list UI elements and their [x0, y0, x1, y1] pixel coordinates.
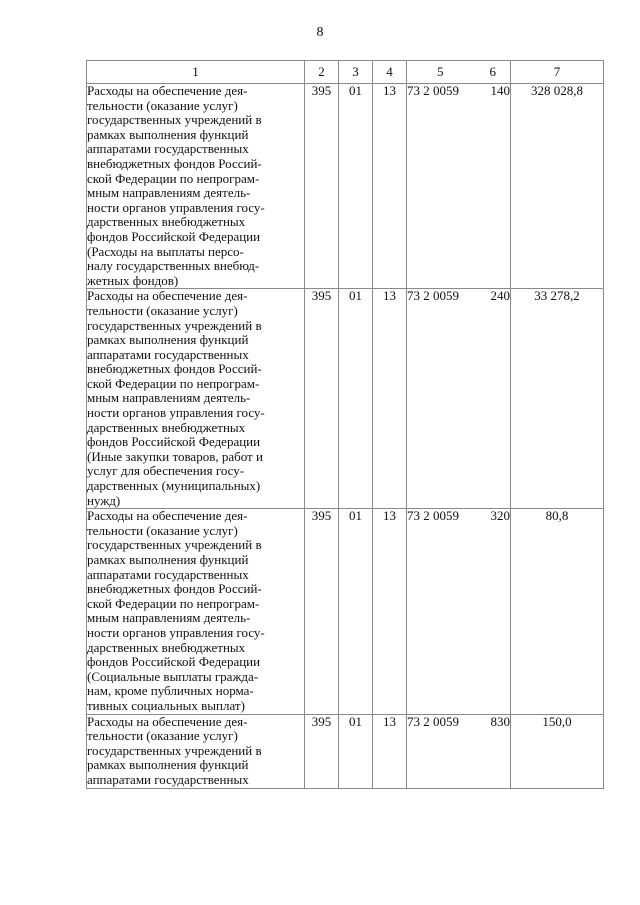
row-amount: 150,0 [511, 714, 604, 788]
table-row [87, 509, 604, 714]
header-col-6: 6 [489, 63, 496, 79]
expense-type-code: 830 [490, 713, 510, 729]
description-line: тельности (оказание услуг) [87, 302, 238, 318]
table-row [87, 84, 604, 289]
description-line: Расходы на обеспечение дея- [87, 288, 248, 304]
row-col-3: 01 [339, 289, 373, 509]
description-line: ской Федерации по непрограм- [87, 170, 260, 186]
row-col-4: 13 [373, 714, 407, 788]
expense-type-code: 240 [490, 288, 510, 304]
description-line: рамках выполнения функций [87, 332, 249, 348]
header-col-1: 1 [87, 61, 305, 84]
description-line: тельности (оказание услуг) [87, 728, 238, 744]
description-line: тельности (оказание услуг) [87, 97, 238, 113]
description-line: внебюджетных фондов Россий- [87, 581, 262, 597]
row-col-3: 01 [339, 509, 373, 714]
description-line: мным направлениям деятель- [87, 390, 251, 406]
table-row [87, 714, 604, 788]
row-col-3: 01 [339, 714, 373, 788]
description-line: (Иные закупки товаров, работ и [87, 448, 263, 464]
description-line: фондов Российской Федерации [87, 654, 261, 670]
description-line: фондов Российской Федерации [87, 228, 261, 244]
description-line: ности органов управления госу- [87, 199, 265, 215]
header-col-7: 7 [511, 61, 604, 84]
description-line: дарственных внебюджетных [87, 639, 246, 655]
table-header-row [87, 61, 604, 84]
header-col-2: 2 [305, 61, 339, 84]
expense-type-code: 140 [490, 83, 510, 98]
description-line: аппаратами государственных [87, 771, 249, 787]
description-line: тельности (оказание услуг) [87, 522, 238, 538]
target-article-code: 73 2 0059 [407, 83, 459, 98]
description-line: ности органов управления госу- [87, 624, 265, 640]
description-line: ности органов управления госу- [87, 405, 265, 421]
row-col-5-6 [407, 289, 511, 509]
row-col-4: 13 [373, 289, 407, 509]
description-line: государственных учреждений в [87, 537, 262, 553]
target-article-code: 73 2 0059 [407, 713, 459, 729]
description-line: внебюджетных фондов Россий- [87, 361, 262, 377]
row-col-2: 395 [305, 289, 339, 509]
header-col-5: 5 [437, 63, 444, 79]
description-line: нужд) [87, 492, 121, 508]
target-article-code: 73 2 0059 [407, 508, 459, 524]
description-line: Расходы на обеспечение дея- [87, 508, 248, 524]
row-amount: 328 028,8 [511, 84, 604, 289]
row-col-4: 13 [373, 509, 407, 714]
description-line: дарственных (муниципальных) [87, 478, 261, 494]
row-description [87, 289, 305, 509]
description-line: аппаратами государственных [87, 346, 249, 362]
description-line: государственных учреждений в [87, 317, 262, 333]
description-line: (Расходы на выплаты персо- [87, 243, 244, 259]
description-line: рамках выполнения функций [87, 126, 249, 142]
row-amount: 33 278,2 [511, 289, 604, 509]
budget-table [86, 60, 604, 789]
description-line: ской Федерации по непрограм- [87, 375, 260, 391]
row-col-2: 395 [305, 714, 339, 788]
description-line: внебюджетных фондов Россий- [87, 155, 262, 171]
description-line: (Социальные выплаты гражда- [87, 668, 259, 684]
description-line: жетных фондов) [87, 272, 179, 288]
row-col-3: 01 [339, 84, 373, 289]
description-line: услуг для обеспечения госу- [87, 463, 245, 479]
description-line: нам, кроме публичных норма- [87, 683, 254, 699]
description-line: Расходы на обеспечение дея- [87, 713, 248, 729]
page-number: 8 [316, 25, 324, 40]
description-line: государственных учреждений в [87, 742, 262, 758]
row-col-5-6 [407, 714, 511, 788]
target-article-code: 73 2 0059 [407, 288, 459, 304]
row-col-4: 13 [373, 84, 407, 289]
description-line: мным направлениям деятель- [87, 610, 251, 626]
description-line: государственных учреждений в [87, 112, 262, 128]
description-line: ской Федерации по непрограм- [87, 595, 260, 611]
description-line: дарственных внебюджетных [87, 214, 246, 230]
table-row [87, 289, 604, 509]
description-line: фондов Российской Федерации [87, 434, 261, 450]
expense-type-code: 320 [490, 508, 510, 524]
row-amount: 80,8 [511, 509, 604, 714]
row-description [87, 714, 305, 788]
description-line: аппаратами государственных [87, 141, 249, 157]
description-line: дарственных внебюджетных [87, 419, 246, 435]
row-col-2: 395 [305, 509, 339, 714]
header-col-4: 4 [373, 61, 407, 84]
header-col-5-6 [407, 61, 511, 84]
description-line: Расходы на обеспечение дея- [87, 83, 248, 98]
description-line: мным направлениям деятель- [87, 185, 251, 201]
description-line: рамках выполнения функций [87, 757, 249, 773]
description-line: налу государственных внебюд- [87, 258, 260, 274]
description-line: рамках выполнения функций [87, 552, 249, 567]
row-description [87, 84, 305, 289]
description-line: аппаратами государственных [87, 566, 249, 582]
row-col-5-6 [407, 509, 511, 714]
row-description [87, 509, 305, 714]
header-col-3: 3 [339, 61, 373, 84]
row-col-2: 395 [305, 84, 339, 289]
description-line: тивных социальных выплат) [87, 697, 245, 713]
row-col-5-6 [407, 84, 511, 289]
